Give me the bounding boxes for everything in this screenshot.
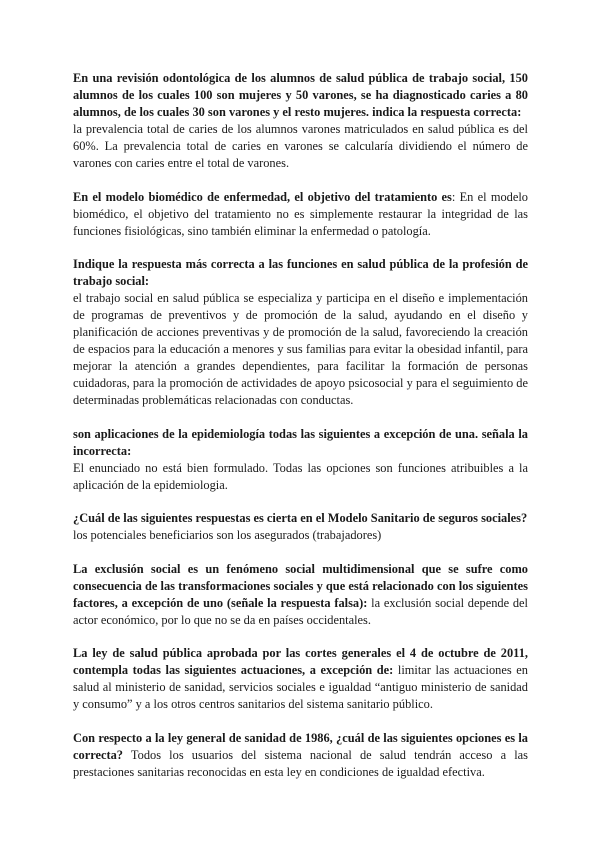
answer-text: el trabajo social en salud pública se especializa y participa en el diseño e implementación de programas de preventivos y de promoción de la salud, ayudando en el diseño y planificación de acciones preventivas y de promoción de la salud, favoreciendo la creación de espacios para la educación a menores y sus familias para evitar la obesidad infantil, para mejorar la atención a grandes dependientes, para facilitar la formación de personas cuidadoras, para la promoción de actividades de apoyo psicosocial y para el seguimiento de determinadas problemáticas relacionadas con conductas. [73, 291, 528, 407]
qa-item-5 [73, 510, 528, 544]
answer-text: : En el modelo biomédico, el objetivo del tratamiento no es simplemente restaurar la integridad de las funciones fisiológicas, sino también eliminar la enfermedad o patología. [73, 189, 529, 238]
answer-text: Todos los usuarios del sistema nacional de salud tendrán acceso a las prestaciones sanitarias reconocidas en esta ley en condiciones de igualdad efectiva. [73, 747, 528, 779]
qa-item-6 [73, 561, 528, 629]
document-page [73, 70, 528, 797]
question-text: En una revisión odontológica de los alumnos de salud pública de trabajo social, 150 alumnos de los cuales 100 son mujeres y 50 varones, se ha diagnosticado caries a 80 alumnos, de los cuales 30 son varones y el resto mujeres. indica la respuesta correcta: [73, 71, 528, 119]
qa-item-2 [73, 189, 528, 240]
answer-text: los potenciales beneficiarios son los asegurados (trabajadores) [73, 528, 382, 542]
qa-item-1 [73, 70, 528, 172]
question-text: son aplicaciones de la epidemiología todas las siguientes a excepción de una. señala la incorrecta: [73, 426, 528, 458]
qa-item-7 [73, 645, 528, 713]
question-text: ¿Cuál de las siguientes respuestas es cierta en el Modelo Sanitario de seguros sociales? [73, 511, 528, 525]
qa-item-3 [73, 256, 528, 409]
question-text: La ley de salud pública aprobada por las cortes generales el 4 de octubre de 2011, contempla todas las siguientes actuaciones, a excepción de: [73, 646, 528, 677]
answer-text: la exclusión social depende del actor económico, por lo que no se da en países occidentales. [73, 595, 528, 627]
answer-text: El enunciado no está bien formulado. Todas las opciones son funciones atribuibles a la aplicación de la epidemiologia. [73, 460, 528, 492]
question-text: En el modelo biomédico de enfermedad, el objetivo del tratamiento es [73, 189, 452, 204]
question-text: Con respecto a la ley general de sanidad de 1986, ¿cuál de las siguientes opciones es la correcta? [73, 730, 528, 762]
qa-item-8 [73, 730, 528, 781]
question-text: Indique la respuesta más correcta a las funciones en salud pública de la profesión de trabajo social: [73, 257, 528, 288]
answer-text: la prevalencia total de caries de los alumnos varones matriculados en salud pública es del 60%. La prevalencia total de caries en varones se calcularía dividiendo el número de varones con caries entre el total de varones. [73, 122, 528, 170]
question-text: La exclusión social es un fenómeno social multidimensional que se sufre como consecuencia de las transformaciones sociales y que está relacionado con los siguientes factores, a excepción de uno (señale la respuesta falsa): [73, 561, 528, 610]
qa-item-4 [73, 426, 528, 494]
answer-text: limitar las actuaciones en salud al ministerio de sanidad, servicios sociales e igualdad “antiguo ministerio de sanidad y consumo” y a los otros centros sanitarios del sistema sanitario público. [73, 663, 528, 711]
